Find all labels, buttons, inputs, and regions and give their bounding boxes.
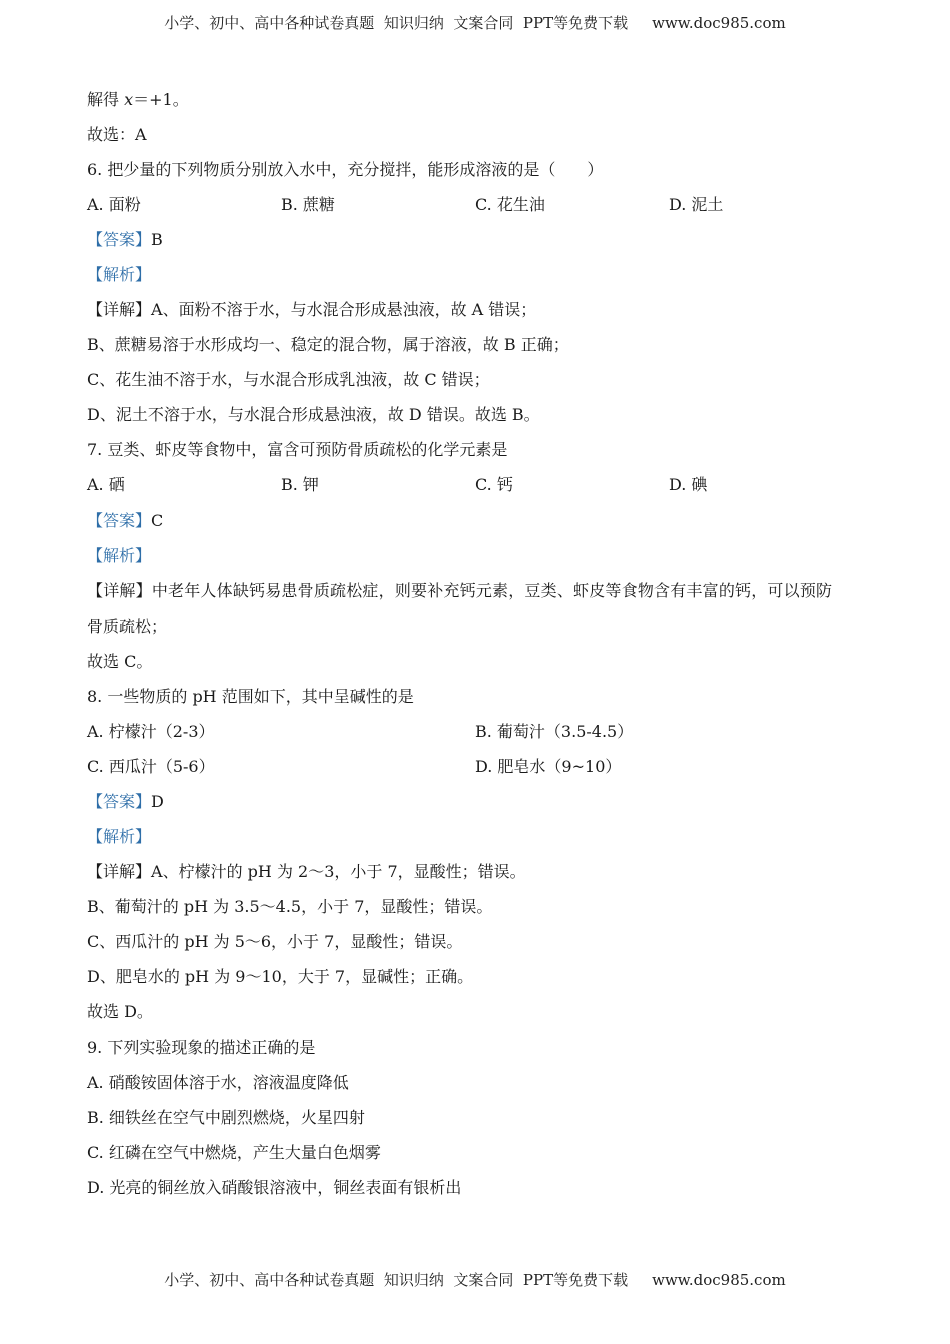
q9-stem: 9. 下列实验现象的描述正确的是 <box>87 1038 316 1057</box>
q6-analysis-tag: 【解析】 <box>87 265 152 284</box>
q8-option-c: C. 西瓜汁（5-6） <box>87 757 215 776</box>
page-header <box>0 12 950 33</box>
q8-option-a: A. 柠檬汁（2-3） <box>87 722 215 741</box>
q9-option-b: B. 细铁丝在空气中剧烈燃烧，火星四射 <box>87 1108 365 1127</box>
footer-site-link[interactable]: www.doc985.com <box>652 1271 786 1289</box>
q8-analysis-tag: 【解析】 <box>87 827 152 846</box>
q7-option-d: D. 碘 <box>669 475 708 494</box>
q8-choice: 故选 D。 <box>87 1002 153 1021</box>
detail-text: 中老年人体缺钙易患骨质疏松症，则要补充钙元素，豆类、虾皮等食物含有丰富的钙，可以预防 <box>151 581 833 600</box>
header-site-link[interactable]: www.doc985.com <box>652 14 786 32</box>
solve-line <box>87 90 189 110</box>
q9-option-a: A. 硝酸铵固体溶于水，溶液温度降低 <box>87 1073 349 1092</box>
q6-answer <box>87 230 163 250</box>
q8-option-d: D. 肥皂水（9~10） <box>475 757 622 776</box>
q7-analysis-tag: 【解析】 <box>87 546 152 565</box>
answer-tag: 【答案】 <box>87 511 152 530</box>
detail-text: A、柠檬汁的 pH 为 2～3，小于 7，显酸性；错误。 <box>151 862 526 881</box>
q7-detail-2: 骨质疏松； <box>87 617 168 636</box>
q6-option-c: C. 花生油 <box>475 195 545 214</box>
q6-detail-3: C、花生油不溶于水，与水混合形成乳浊液，故 C 错误； <box>87 370 490 389</box>
q8-stem: 8. 一些物质的 pH 范围如下，其中呈碱性的是 <box>87 687 414 706</box>
q7-detail-1 <box>87 581 832 601</box>
q9-option-c: C. 红磷在空气中燃烧，产生大量白色烟雾 <box>87 1143 381 1162</box>
footer-text: 小学、初中、高中各种试卷真题 知识归纳 文案合同 PPT等免费下载 <box>164 1271 629 1289</box>
q8-answer <box>87 792 164 812</box>
q7-stem: 7. 豆类、虾皮等食物中，富含可预防骨质疏松的化学元素是 <box>87 440 508 459</box>
answer-value: C <box>151 511 164 530</box>
detail-tag: 【详解】 <box>87 581 152 600</box>
q6-detail-2: B、蔗糖易溶于水形成均一、稳定的混合物，属于溶液，故 B 正确； <box>87 335 569 354</box>
q7-option-a: A. 硒 <box>87 475 125 494</box>
header-text: 小学、初中、高中各种试卷真题 知识归纳 文案合同 PPT等免费下载 <box>164 14 629 32</box>
q6-option-a: A. 面粉 <box>87 195 141 214</box>
page-footer <box>0 1269 950 1290</box>
detail-text: A、面粉不溶于水，与水混合形成悬浊液，故 A 错误； <box>151 300 537 319</box>
q8-option-b: B. 葡萄汁（3.5-4.5） <box>475 722 634 741</box>
solve-suffix: ＝+1。 <box>133 90 189 109</box>
solve-prefix: 解得 <box>87 90 125 109</box>
q8-detail-2: B、葡萄汁的 pH 为 3.5～4.5，小于 7，显酸性；错误。 <box>87 897 493 916</box>
q6-option-b: B. 蔗糖 <box>281 195 335 214</box>
q9-option-d: D. 光亮的铜丝放入硝酸银溶液中，铜丝表面有银析出 <box>87 1178 462 1197</box>
answer-value: B <box>151 230 163 249</box>
q6-option-d: D. 泥土 <box>669 195 724 214</box>
detail-tag: 【详解】 <box>87 300 152 319</box>
q7-choice: 故选 C。 <box>87 652 153 671</box>
answer-tag: 【答案】 <box>87 230 152 249</box>
answer-value: D <box>151 792 164 811</box>
answer-tag: 【答案】 <box>87 792 152 811</box>
detail-tag: 【详解】 <box>87 862 152 881</box>
q6-stem: 6. 把少量的下列物质分别放入水中，充分搅拌，能形成溶液的是（ ） <box>87 160 604 179</box>
q8-detail-4: D、肥皂水的 pH 为 9～10，大于 7，显碱性；正确。 <box>87 967 474 986</box>
q8-detail-3: C、西瓜汁的 pH 为 5～6，小于 7，显酸性；错误。 <box>87 932 463 951</box>
q7-answer <box>87 511 163 531</box>
prev-choice: 故选：A <box>87 125 147 144</box>
q8-detail-1 <box>87 862 526 882</box>
q7-option-c: C. 钙 <box>475 475 513 494</box>
q6-detail-4: D、泥土不溶于水，与水混合形成悬浊液，故 D 错误。故选 B。 <box>87 405 540 424</box>
solve-variable: x <box>124 90 134 109</box>
q6-detail-1 <box>87 300 536 320</box>
q7-option-b: B. 钾 <box>281 475 319 494</box>
